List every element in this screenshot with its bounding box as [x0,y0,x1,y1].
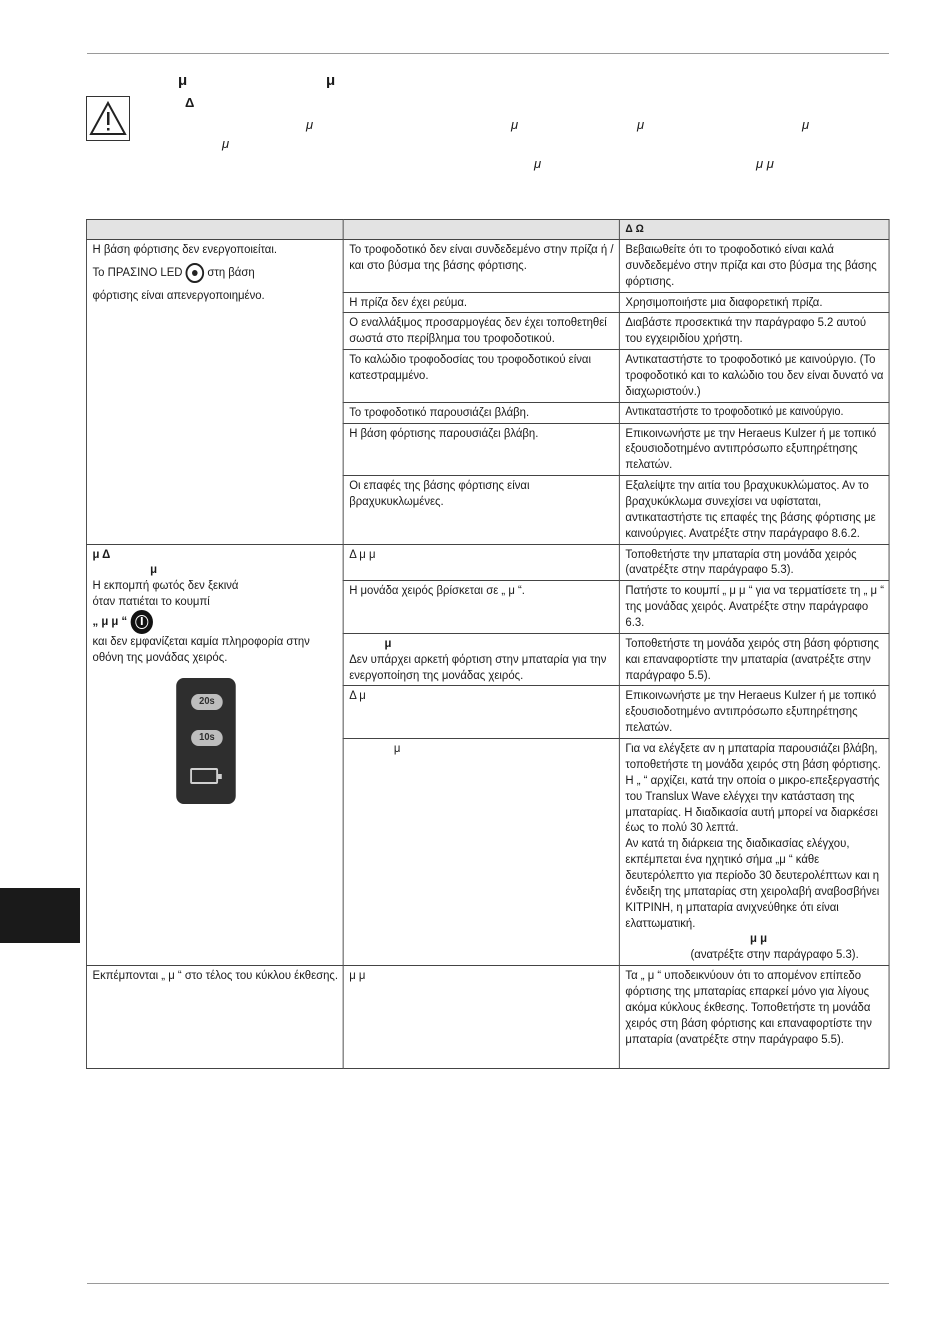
remedy-cell [619,739,889,966]
remedy-cell: Πατήστε το κουμπί „ μ μ “ για να τερματίσετε τη „ μ “ της μονάδας χειρός. Ανατρέξτε στην παράγραφο 6.3. [619,581,889,634]
remedy-cell: Βεβαιωθείτε ότι το τροφοδοτικό είναι καλά συνδεδεμένο στην πρίζα και στο βύσμα της βάσης φόρτισης. [619,240,889,293]
remedy-cell: Διαβάστε προσεκτικά την παράγραφο 5.2 αυτού του εγχειριδίου χρήστη. [619,313,889,350]
remedy-cell: Επικοινωνήστε με την Heraeus Kulzer ή με τοπικό εξουσιοδοτημένο αντιπρόσωπο εξυπηρέτησης πελατών. [619,686,889,739]
symptom-cell-2 [86,544,343,965]
cause-cell: μ μ [343,966,619,1069]
top-rule [87,53,889,54]
bottom-rule [87,1283,889,1284]
cause-cell: Το τροφοδοτικό δεν είναι συνδεδεμένο στην πρίζα ή / και στο βύσμα της βάσης φόρτισης. [343,240,619,293]
warning-icon-box [86,96,130,141]
remedy-text: Αν κατά τη διάρκεια της διαδικασίας ελέγχου, εκπέμπεται ένα ηχητικό σήμα „μ “ κάθε δευτερόλεπτο για περίοδο 30 δευτερολέπτων και η ένδειξη της μπαταρίας στη χειρολαβή αναβοσβήνει ΚΙΤΡΙΝΗ, η μπαταρία ανιχνεύθηκε ότι είναι ελαττωματική. [625,836,880,930]
cause-cell: Το καλώδιο τροφοδοσίας του τροφοδοτικού είναι κατεστραμμένο. [343,350,619,403]
remedy-text: Για να ελέγξετε αν η μπαταρία παρουσιάζει βλάβη, τοποθετήστε τη μονάδα χειρός στη βάση φόρτισης. [625,741,881,771]
note-fragment-1: μ [306,117,314,132]
remedy-text: (ανατρέξτε στην παράγραφο 5.3). [690,947,859,962]
symptom-heading: μ [150,562,158,577]
power-button-icon [130,610,152,634]
cause-cell [343,633,619,686]
battery-icon [190,768,218,784]
cause-cell: Το τροφοδοτικό παρουσιάζει βλάβη. [343,402,619,423]
note-fragment-3: μ [637,117,645,132]
note-fragment-7: μ μ [756,156,774,171]
col-header-remedy: Δ Ω [619,220,889,240]
warning-triangle-icon [87,97,129,140]
timer-20s-indicator: 20s [191,694,223,710]
troubleshooting-table [86,219,890,1069]
heading-fragment-2: μ [326,72,336,89]
remedy-cell: Επικοινωνήστε με την Heraeus Kulzer ή με τοπικό εξουσιοδοτημένο αντιπρόσωπο εξυπηρέτησης πελατών. [619,423,889,476]
remedy-cell: Χρησιμοποιήστε μια διαφορετική πρίζα. [619,292,889,313]
symptom-text: όταν πατιέται το κουμπί [92,594,210,609]
remedy-text: Η „ “ αρχίζει, κατά την οποία ο μικρο-επεξεργαστής του Translux Wave ελέγχει την κατάσταση της μπαταρίας. Η διαδικασία αυτή μπορεί να διαρκέσει έως το πολύ 30 λεπτά. [625,772,880,835]
handpiece-display [176,678,236,804]
symptom-cell-1 [86,240,343,545]
symptom-text: Η βάση φόρτισης δεν ενεργοποιείται. [92,242,278,256]
cause-cell: Η πρίζα δεν έχει ρεύμα. [343,292,619,313]
remedy-cell: Εξαλείψτε την αιτία του βραχυκυκλώματος. Αν το βραχυκύκλωμα συνεχίσει να υφίσταται, αντικαταστήστε τις επαφές της βάσης φόρτισης με καινούργιες. Ανατρέξτε στην παράγραφο 8.6.2. [619,476,889,544]
cause-heading: μ [384,635,392,650]
cause-cell: Δ μ [343,686,619,739]
table-row [86,966,889,1069]
symptom-heading: μ Δ [92,546,111,561]
remedy-cell: Τα „ μ “ υποδεικνύουν ότι το απομένον επίπεδο φόρτισης της μπαταρίας επαρκεί μόνο για λίγους ακόμα κύκλους έκθεσης. Τοποθετήστε τη μονάδα χειρός στη βάση φόρτισης και επαναφορτίστε την μπαταρία (ανατρέξτε στην παράγραφο 5.5). [619,966,889,1069]
remedy-text: μ μ [750,931,768,946]
cause-cell: Η βάση φόρτισης παρουσιάζει βλάβη. [343,423,619,476]
table-row [86,544,889,581]
cause-text: μ [393,741,401,756]
remedy-cell: Αντικαταστήστε το τροφοδοτικό με καινούργιο. [619,402,889,423]
symptom-text: στη βάση [207,265,255,280]
remedy-cell: Αντικαταστήστε το τροφοδοτικό με καινούργιο. (Το τροφοδοτικό και το καλώδιο του δεν είναι δυνατό να διαχωριστούν.) [619,350,889,403]
led-indicator-icon [186,263,205,283]
chapter-tab [0,888,80,943]
table-header-row [86,220,889,240]
note-fragment-2: μ [511,117,519,132]
symptom-text: φόρτισης είναι απενεργοποιημένο. [92,287,265,302]
table-row [86,240,889,293]
cause-cell: Δ μ μ [343,544,619,581]
note-fragment-5: μ [222,136,230,151]
note-fragment-6: μ [534,156,542,171]
col-header-problem [86,220,343,240]
symptom-cell-3: Εκπέμπονται „ μ “ στο τέλος του κύκλου έκθεσης. [86,966,343,1069]
cause-cell: Οι επαφές της βάσης φόρτισης είναι βραχυκυκλωμένες. [343,476,619,544]
symptom-text: Η εκπομπή φωτός δεν ξεκινά [92,578,239,593]
heading-fragment-1: μ [178,72,188,89]
timer-10s-indicator: 10s [191,730,223,746]
symptom-text: και δεν εμφανίζεται καμία πληροφορία στην οθόνη της μονάδας χειρός. [92,634,310,664]
cause-cell: Ο εναλλάξιμος προσαρμογέας δεν έχει τοποθετηθεί σωστά στο περίβλημα του τροφοδοτικού. [343,313,619,350]
cause-cell [343,739,619,966]
cause-text: Δεν υπάρχει αρκετή φόρτιση στην μπαταρία για την ενεργοποίηση της μονάδας χειρός. [349,651,607,682]
col-header-cause [343,220,619,240]
symptom-button-label: „ μ μ “ [92,614,128,629]
symptom-text: Το ΠΡΑΣΙΝΟ LED [92,265,183,280]
cause-cell: Η μονάδα χειρός βρίσκεται σε „ μ “. [343,581,619,634]
note-fragment-4: μ [802,117,810,132]
remedy-cell: Τοποθετήστε τη μονάδα χειρός στη βάση φόρτισης και επαναφορτίστε την μπαταρία (ανατρέξτε στην παράγραφο 5.5). [619,633,889,686]
remedy-cell: Τοποθετήστε την μπαταρία στη μονάδα χειρός (ανατρέξτε στην παράγραφο 5.3). [619,544,889,581]
note-delta-fragment: Δ [185,95,195,110]
